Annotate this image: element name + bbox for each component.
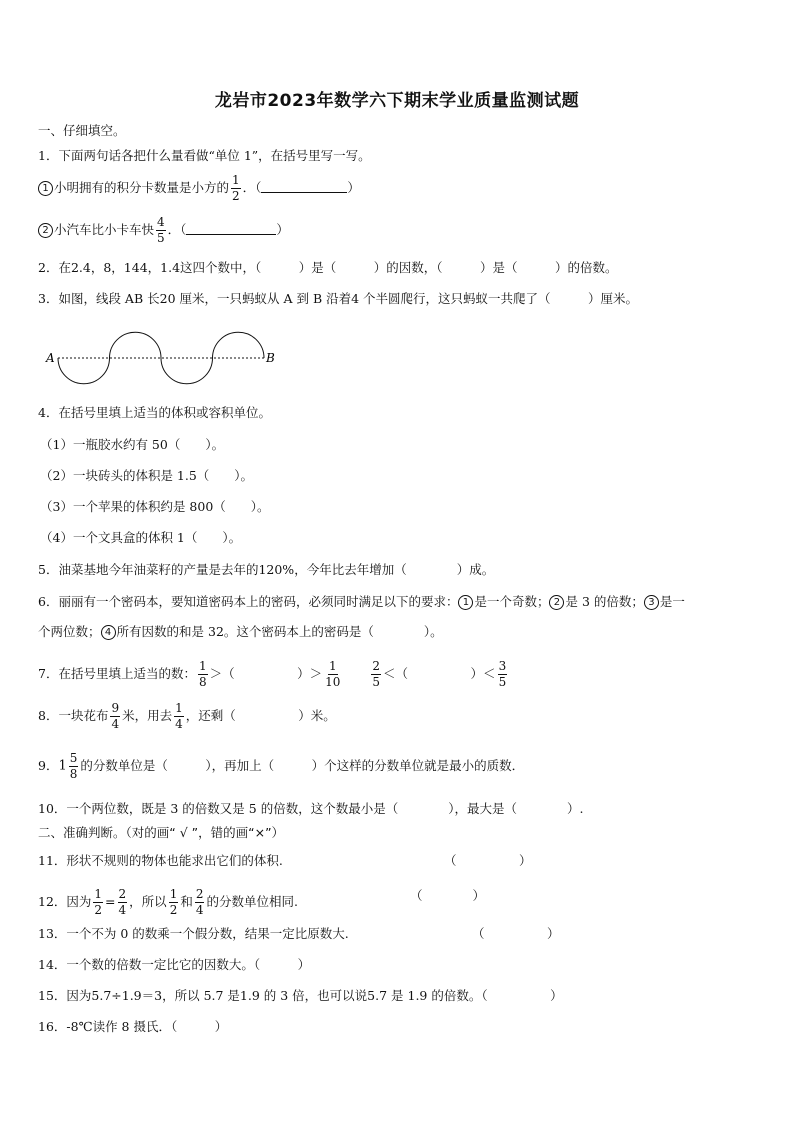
question-1: 1．下面两句话各把什么量看做“单位 1”，在括号里写一写。 [38,148,371,163]
answer-blank[interactable] [186,222,276,235]
question-4-item: （1）一瓶胶水约有 50（ ）。 [40,437,225,452]
question-1b [38,216,758,245]
label-a: A [46,351,55,365]
fraction-1-2: $\frac{1}{2}$ [232,173,240,203]
fraction-1-10: $\frac{1}{10}$ [325,659,341,689]
semicircle-4 [213,332,265,358]
question-11: 11．形状不规则的物体也能求出它们的体积. （ ） [38,853,532,868]
question-4-item: （4）一个文具盒的体积 1（ ）。 [40,530,242,545]
circled-number-1-icon: 1 [458,595,473,610]
fraction-1-8: $\frac{1}{8}$ [198,659,207,689]
question-9: 9．1 $\frac{5}{8}$ 的分数单位是（ ），再加上（ ）个这样的分数单位就是最小的质数． [38,751,525,781]
answer-paren[interactable]: （ ） [410,888,486,903]
fraction-2-4: $\frac{2}{4}$ [118,887,127,917]
section-heading-2: 二、准确判断。（对的画“ √ ”，错的画“×”） [38,825,285,840]
question-12: 12．因为 $\frac{1}{2}$ = $\frac{2}{4}$ ，所以 $\frac{1}{2}$ 和 $\frac{2}{4}$ 的分数单位相同. （ ） [38,887,486,917]
q1b-text: 小汽车比小卡车快 [54,222,155,237]
fraction-9-4: $\frac{9}{4}$ [111,701,120,731]
circled-number-2-icon: 2 [38,223,53,238]
question-4-item: （2）一块砖头的体积是 1.5（ ）。 [40,468,254,483]
question-3: 3．如图，线段 AB 长20 厘米，一只蚂蚁从 A 到 B 沿着4 个半圆爬行，这只蚂蚁一共爬了（ ）厘米。 [38,291,639,306]
circled-number-2-icon: 2 [549,595,564,610]
semicircle-1 [58,358,110,384]
q1b-close: ） [276,222,289,237]
semicircle-3 [161,358,213,384]
fraction-2-4: $\frac{2}{4}$ [195,887,204,917]
q1a-text: 小明拥有的积分卡数量是小方的 [54,180,230,195]
fraction-1-2: $\frac{1}{2}$ [94,887,103,917]
circled-number-3-icon: 3 [644,595,659,610]
label-b: B [266,351,275,365]
question-6-line-1: 6．丽丽有一个密码本，要知道密码本上的密码，必须同时满足以下的要求： 1 是一个奇数； 2 是 3 的倍数； 3 是一 [38,594,685,609]
question-4: 4．在括号里填上适当的体积或容积单位。 [38,405,271,420]
q1b-period: ．（ [167,222,187,237]
question-8: 8．一块花布 $\frac{9}{4}$ 米，用去 $\frac{1}{4}$ ，还剩（ ）米。 [38,701,336,731]
circled-number-1-icon: 1 [38,181,53,196]
fraction-1-2: $\frac{1}{2}$ [169,887,178,917]
mixed-number-integer: 1 [58,758,67,774]
q1a-close: ） [347,180,360,195]
question-16: 16．-8℃读作 8 摄氏．（ ） [38,1019,228,1034]
fraction-4-5: $\frac{4}{5}$ [157,215,165,245]
answer-paren[interactable]: （ ） [444,853,532,868]
semicircle-2 [110,332,162,358]
question-7: 7．在括号里填上适当的数： $\frac{1}{8}$ ＞（ ）＞ $\frac{1}{10}$ $\frac{2}{5}$ ＜（ ）＜ $\frac{3}{5}$ [38,659,507,689]
fraction-2-5: $\frac{2}{5}$ [372,659,381,689]
question-5: 5．油菜基地今年油菜籽的产量是去年的120%，今年比去年增加（ ）成。 [38,562,495,577]
question-10: 10．一个两位数，既是 3 的倍数又是 5 的倍数，这个数最小是（ ），最大是（ ）. [38,801,584,816]
circled-number-4-icon: 4 [101,625,116,640]
fraction-3-5: $\frac{3}{5}$ [498,659,507,689]
question-15: 15．因为5.7÷1.9＝3，所以 5.7 是1.9 的 3 倍，也可以说5.7 是 1.9 的倍数。（ ） [38,988,563,1003]
question-2: 2．在2.4，8，144，1.4这四个数中，（ ）是（ ）的因数，（ ）是（ ）的倍数。 [38,260,618,275]
answer-blank[interactable] [261,180,347,193]
question-1a [38,174,758,203]
semicircle-path-diagram [44,330,284,390]
question-6-line-2: 个两位数； 4 所有因数的和是 32。这个密码本上的密码是（ ）。 [38,624,443,639]
page-title: 龙岩市2023年数学六下期末学业质量监测试题 [214,91,580,111]
section-heading-1: 一、仔细填空。 [38,123,126,138]
question-13: 13．一个不为 0 的数乘一个假分数，结果一定比原数大. （ ） [38,926,560,941]
q1a-period: ．（ [242,180,262,195]
fraction-5-8: $\frac{5}{8}$ [69,751,78,781]
question-4-item: （3）一个苹果的体积约是 800（ ）。 [40,499,270,514]
question-14: 14．一个数的倍数一定比它的因数大。（ ） [38,957,311,972]
answer-paren[interactable]: （ ） [472,926,560,941]
fraction-1-4: $\frac{1}{4}$ [175,701,183,731]
